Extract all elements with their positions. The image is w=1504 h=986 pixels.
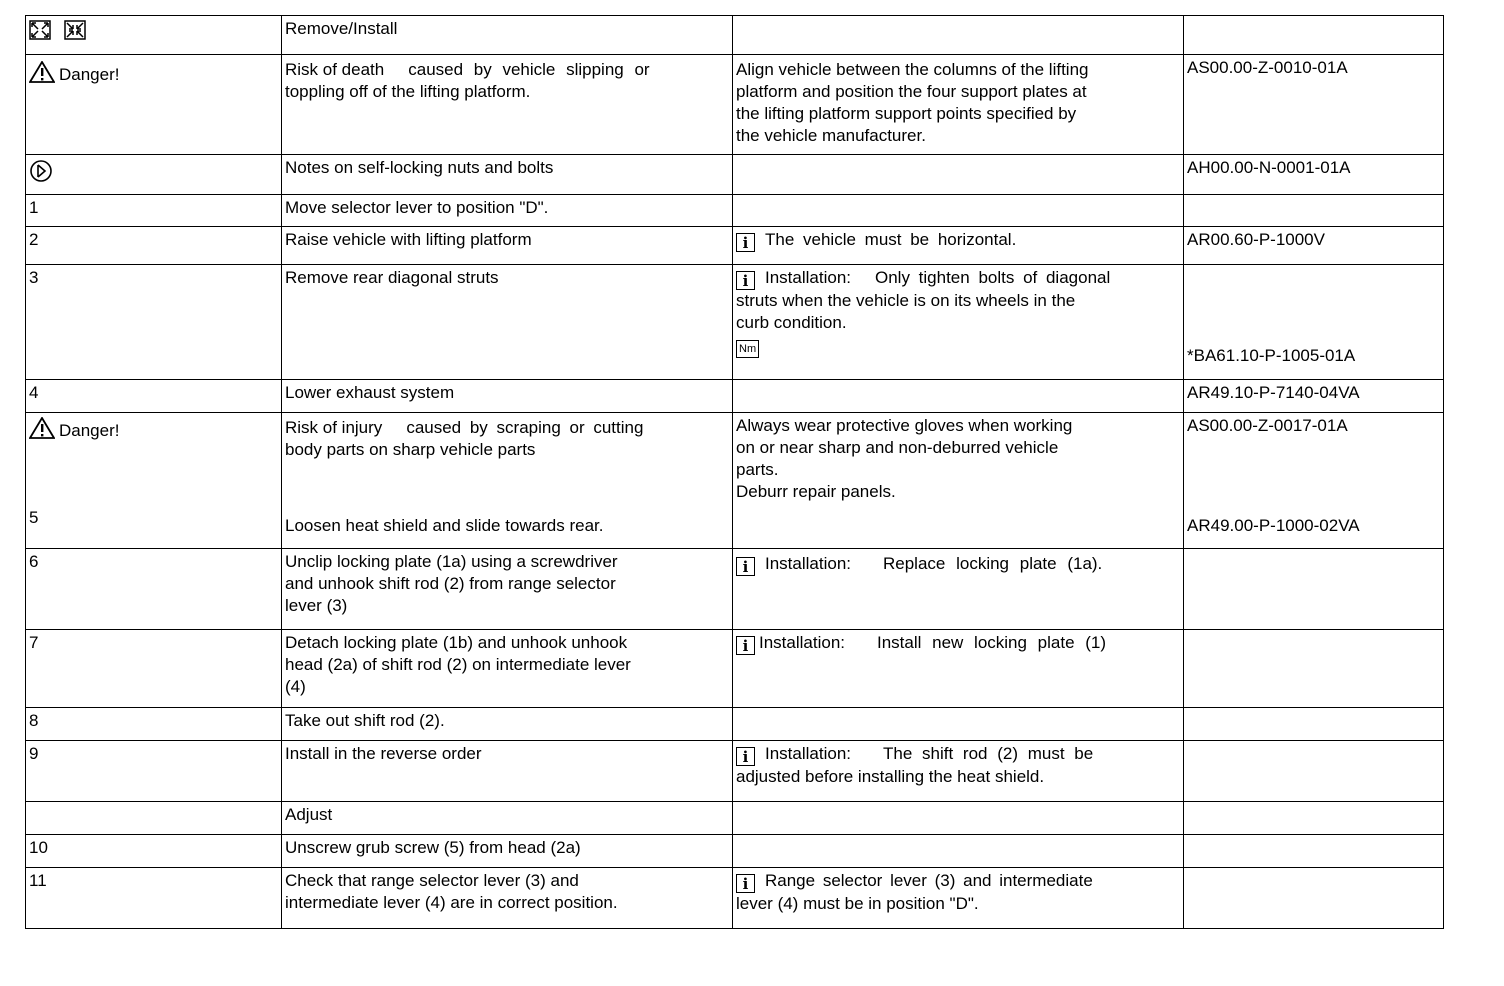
step-number: 5 — [29, 508, 39, 527]
table-row — [26, 741, 1444, 802]
table-row — [26, 55, 1444, 155]
step-number: 2 — [26, 227, 282, 265]
row-icons-cell — [26, 16, 282, 55]
info-icon: i — [736, 233, 755, 252]
step-number: 9 — [26, 741, 282, 802]
ref-cell — [1184, 741, 1444, 802]
info-icon: i — [736, 557, 755, 576]
ref-cell — [1184, 802, 1444, 835]
table-row — [26, 413, 1444, 549]
ref-cell — [1184, 835, 1444, 868]
note-cell: i Range selector lever (3) and intermediate lever (4) must be in position "D". — [733, 868, 1184, 929]
note-cell — [733, 708, 1184, 741]
action-cell: Risk of injury caused by scraping or cutting body parts on sharp vehicle parts Loosen heat shield and slide towards rear. — [282, 413, 733, 549]
ref-cell — [1184, 708, 1444, 741]
step-number: 6 — [26, 549, 282, 630]
ref-cell: AR00.60-P-1000V — [1184, 227, 1444, 265]
table-row — [26, 195, 1444, 227]
danger-cell — [26, 413, 282, 549]
step-number: 4 — [26, 380, 282, 413]
note-cell — [733, 802, 1184, 835]
ref-cell: AS00.00-Z-0010-01A — [1184, 55, 1444, 155]
action-cell: Raise vehicle with lifting platform — [282, 227, 733, 265]
step-number: 8 — [26, 708, 282, 741]
danger-label: Danger! — [59, 65, 120, 84]
action-cell: Install in the reverse order — [282, 741, 733, 802]
table-row — [26, 380, 1444, 413]
table-row — [26, 155, 1444, 195]
ref-cell — [1184, 16, 1444, 55]
note-cell — [733, 380, 1184, 413]
install-icon — [64, 20, 86, 46]
note-cell — [733, 16, 1184, 55]
action-cell: Notes on self-locking nuts and bolts — [282, 155, 733, 195]
note-cell: i The vehicle must be horizontal. — [733, 227, 1184, 265]
procedure-table — [25, 15, 1444, 929]
note-cell — [733, 835, 1184, 868]
danger-cell — [26, 55, 282, 155]
ref-cell: AS00.00-Z-0017-01A AR49.00-P-1000-02VA — [1184, 413, 1444, 549]
warning-triangle-icon — [29, 61, 55, 89]
ref-cell — [1184, 868, 1444, 929]
table-row — [26, 868, 1444, 929]
action-cell: Detach locking plate (1b) and unhook unhook head (2a) of shift rod (2) on intermediate lever (4) — [282, 630, 733, 708]
torque-icon: Nm — [736, 340, 759, 358]
table-row — [26, 835, 1444, 868]
warning-triangle-icon — [29, 417, 55, 445]
table-row — [26, 708, 1444, 741]
note-cell: i Installation: Replace locking plate (1a). — [733, 549, 1184, 630]
action-cell — [282, 802, 733, 835]
step-number: 1 — [26, 195, 282, 227]
danger-label: Danger! — [59, 421, 120, 440]
action-cell: Check that range selector lever (3) and intermediate lever (4) are in correct position. — [282, 868, 733, 929]
ref-cell — [1184, 549, 1444, 630]
note-cell: Always wear protective gloves when working on or near sharp and non-deburred vehicle parts. Deburr repair panels. — [733, 413, 1184, 549]
note-cell — [733, 155, 1184, 195]
note-cell: Align vehicle between the columns of the lifting platform and position the four support plates at the lifting platform support points specified by the vehicle manufacturer. — [733, 55, 1184, 155]
info-icon: i — [736, 747, 755, 766]
table-row — [26, 265, 1444, 380]
action-cell: Lower exhaust system — [282, 380, 733, 413]
action-cell: Unclip locking plate (1a) using a screwdriver and unhook shift rod (2) from range selector lever (3) — [282, 549, 733, 630]
action-cell: Move selector lever to position "D". — [282, 195, 733, 227]
table-row — [26, 549, 1444, 630]
note-cell: i Installation: Only tighten bolts of diagonal struts when the vehicle is on its wheels in the curb condition. Nm — [733, 265, 1184, 380]
action-cell: Remove rear diagonal struts — [282, 265, 733, 380]
note-icon-cell — [26, 155, 282, 195]
note-cell: i Installation: Install new locking plate (1) — [733, 630, 1184, 708]
info-icon: i — [736, 874, 755, 893]
note-arrow-icon — [29, 159, 53, 189]
action-cell: Risk of death caused by vehicle slipping or toppling off of the lifting platform. — [282, 55, 733, 155]
action-cell: Take out shift rod (2). — [282, 708, 733, 741]
ref-cell: AR49.10-P-7140-04VA — [1184, 380, 1444, 413]
step-number: 7 — [26, 630, 282, 708]
ref-cell: AH00.00-N-0001-01A — [1184, 155, 1444, 195]
step-number: 11 — [26, 868, 282, 929]
action-cell: Unscrew grub screw (5) from head (2a) — [282, 835, 733, 868]
table-row — [26, 630, 1444, 708]
ref-cell — [1184, 630, 1444, 708]
ref-cell: *BA61.10-P-1005-01A — [1184, 265, 1444, 380]
info-icon: i — [736, 271, 755, 290]
table-row — [26, 227, 1444, 265]
note-cell: i Installation: The shift rod (2) must be adjusted before installing the heat shield. — [733, 741, 1184, 802]
action-cell: Remove/Install — [282, 16, 733, 55]
table-row — [26, 16, 1444, 55]
info-icon: i — [736, 636, 755, 655]
table-row — [26, 802, 1444, 835]
step-number: 3 — [26, 265, 282, 380]
step-number — [26, 802, 282, 835]
step-number: 10 — [26, 835, 282, 868]
ref-cell — [1184, 195, 1444, 227]
section-heading: Adjust — [285, 805, 333, 824]
remove-icon — [29, 20, 51, 46]
note-cell — [733, 195, 1184, 227]
